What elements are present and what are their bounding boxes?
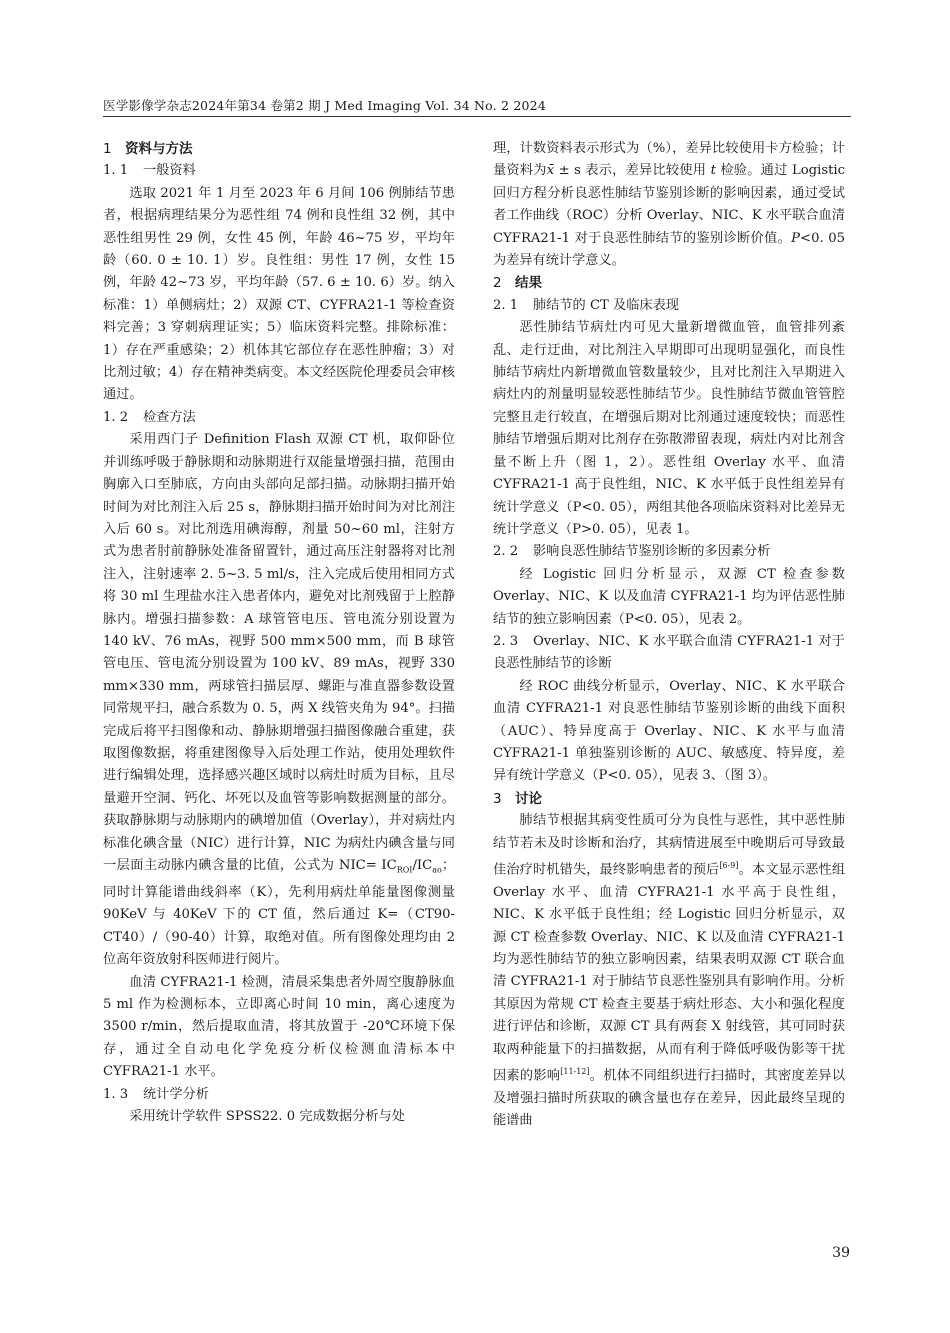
paragraph-text: 。机体不同组织进行扫描时，其密度差异以及增强扫描时所获取的碘含量也存在差异，因此最终呈现的能谱曲 <box>493 1068 846 1129</box>
subsection-heading-1-1 <box>103 160 455 182</box>
paragraph-roc-analysis: 经 ROC 曲线分析显示，Overlay、NIC、K 水平联合血清 CYFRA21-1 对良恶性肺结节鉴别诊断的曲线下面积（AUC）、特异度高于 Overlay、NIC、K 水平与血清 CYFRA21-1 单独鉴别诊断的 AUC、敏感度、特异度，差异有统计学意义（P<0. 05），见表 3、（图 3）。 <box>493 678 845 784</box>
paragraph-exam-method <box>103 429 455 971</box>
paragraph-text: <0. 05 为差异有统计学意义。 <box>493 230 846 269</box>
subsection-number: 2. 1 <box>493 297 519 313</box>
subsection-number: 1. 2 <box>103 409 129 425</box>
section-heading-3 <box>493 788 845 810</box>
left-column <box>103 138 455 1129</box>
section-number: 2 <box>493 275 502 292</box>
paragraph-cyfra-detection: 血清 CYFRA21-1 检测，清晨采集患者外周空腹静脉血 5 ml 作为检测标本，立即离心时间 10 min，离心速度为 3500 r/min，然后提取血清，将其放置于 -20℃环境下保存，通过全自动电化学免疫分析仪检测血清标本中 CYFRA21-1 水平。 <box>103 974 455 1080</box>
subsection-title: Overlay、NIC、K 水平联合血清 CYFRA21-1 对于良恶性肺结节的诊断 <box>493 633 845 672</box>
subsection-number: 2. 3 <box>493 633 519 649</box>
citation-ref: [11-12] <box>560 1067 590 1077</box>
section-number: 1 <box>103 141 112 157</box>
section-title: 结果 <box>515 275 542 292</box>
paragraph-text: 检验。通过 Logistic 回归方程分析良恶性肺结节鉴别诊断的影响因素，通过受试者工作曲线（ROC）分析 Overlay、NIC、K 水平联合血清 CYFRA21-1 对于良恶性肺结节的鉴别诊断价值。 <box>493 163 845 246</box>
section-number: 3 <box>493 790 502 807</box>
xbar-symbol: x̄ <box>546 163 555 179</box>
subsection-heading-1-3 <box>103 1084 455 1106</box>
paragraph-statistics-continued <box>493 138 845 272</box>
right-column <box>493 138 845 1133</box>
running-header: 医学影像学杂志2024年第34 卷第2 期 J Med Imaging Vol. 34 No. 2 2024 <box>103 98 546 113</box>
subsection-title: 一般资料 <box>143 163 196 179</box>
subsection-number: 2. 2 <box>493 544 519 560</box>
section-title: 讨论 <box>515 790 542 807</box>
paragraph-text: 。本文显示恶性组 Overlay 水平、血清 CYFRA21-1 水平高于良性组，NIC、K 水平低于良性组；经 Logistic 回归分析显示，双源 CT 检查参数 Overlay、NIC、K 以及血清 CYFRA21-1 均为恶性肺结节的独立影响因素，结果表明双源 CT 联合血清 CYFRA21-1 对于肺结节良恶性鉴别具有影响作用。分析其原因为常规 CT 检查主要基于病灶形态、大小和强化程度进行评估和诊断，双源 CT 具有两套 X 射线管，其可同时获取两种能量下的扫描数据，从而有利于降低呼吸伪影等干扰因素的影响 <box>493 862 846 1084</box>
subsection-number: 1. 3 <box>103 1086 129 1102</box>
paragraph-ct-findings: 恶性肺结节病灶内可见大量新增微血管，血管排列紊乱、走行迂曲，对比剂注入早期即可出现明显强化，而良性肺结节病灶内新增微血管数量较少，且对比剂注入早期进入病灶内的剂量明显较恶性肺结节少。良性肺结节微血管管腔完整且走行较直，在增强后期对比剂通过速度较快；而恶性肺结节增强后期对比剂存在弥散滞留表现，病灶内对比剂含量不断上升（图 1，2）。恶性组 Overlay 水平、血清 CYFRA21-1 高于良性组，NIC、K 水平低于良性组差异有统计学意义（P<0. 05），两组其他各项临床资料对比差异无统计学意义（P>0. 05），见表 1。 <box>493 320 845 537</box>
paragraph-statistics-start: 采用统计学软件 SPSS22. 0 完成数据分析与处 <box>129 1109 405 1125</box>
subscript-ao: ao <box>432 865 442 875</box>
section-title: 资料与方法 <box>125 141 193 157</box>
header-rule <box>103 116 851 117</box>
subsection-number: 1. 1 <box>103 163 129 179</box>
paragraph-discussion <box>493 810 845 1132</box>
subsection-title: 影响良恶性肺结节鉴别诊断的多因素分析 <box>533 544 771 560</box>
paragraph-text: 采用西门子 Definition Flash 双源 CT 机，取仰卧位并训练呼吸于静脉期和动脉期进行双能量增强扫描，范围由胸廓入口至肺底，方向由头部向足部扫描。动脉期扫描开始时间为对比剂注入后 25 s，静脉期扫描开始时间为对比剂注入后 60 s。对比剂选用碘海醇，剂量 50~60 ml，注射方式为患者肘前静脉处准备留置针，通过高压注射器将对比剂注入，注射速率 2. 5~3. 5 ml/s，注入完成后使用相同方式将 30 ml 生理盐水注入患者体内，避免对比剂残留于上腔静脉内。增强扫描参数：A 球管管电压、管电流分别设置为 140 kV、76 mAs，视野 500 mm×500 mm，而 B 球管管电压、管电流分别设置为 100 kV、89 mAs，视野 330 mm×330 mm，两球管扫描层厚、螺距与准直器参数设置同常规平扫，融合系数为 0. 5，两 X 线管夹角为 94°。扫描完成后将平扫图像和动、静脉期增强扫描图像融合重建，获取图像数据，将重建图像导入后处理工作站，使用处理软件进行编辑处理，选择感兴趣区域时以病灶时质为目标，且尽量避开空洞、钙化、坏死以及血管等影响数据测量的部分。获取静脉期与动脉期内的碘增加值（Overlay），并对病灶内标准化碘含量（NIC）进行计算，NIC 为病灶内碘含量与同一层面主动脉内碘含量的比值，公式为 NIC= IC <box>103 432 455 873</box>
paragraph-general-data: 选取 2021 年 1 月至 2023 年 6 月间 106 例肺结节患者，根据病理结果分为恶性组 74 例和良性组 32 例，其中恶性组男性 29 例，女性 45 例，年龄 46~75 岁，平均年龄（60. 0 ± 10. 1）岁。良性组：男性 17 例，女性 15 例，年龄 42~73 岁，平均年龄（57. 6 ± 10. 6）岁。纳入标准：1）单侧病灶；2）双源 CT、CYFRA21-1 等检查资料完善；3 穿刺病理证实；5）临床资料完整。排除标准：1）存在严重感染；2）机体其它部位存在恶性肿瘤；3）对比剂过敏；4）存在精神类病变。本文经医院伦理委员会审核通过。 <box>103 185 455 403</box>
p-symbol: P <box>791 230 801 246</box>
paragraph-multivariate: 经 Logistic 回归分析显示，双源 CT 检查参数 Overlay、NIC、K 以及血清 CYFRA21-1 均为评估恶性肺结节的独立影响因素（P<0. 05），见表 2。 <box>493 566 845 627</box>
subsection-heading-2-1 <box>493 295 845 317</box>
subsection-heading-2-3 <box>493 631 845 676</box>
subsection-title: 肺结节的 CT 及临床表现 <box>533 297 679 313</box>
subsection-title: 检查方法 <box>143 409 196 425</box>
paragraph-text: ± s 表示，差异比较使用 <box>554 163 711 179</box>
paragraph-text: 肺结节根据其病变性质可分为良性与恶性，其中恶性肺结节若未及时诊断和治疗，其病情进展至中晚期后可导致最佳治疗时机错失，最终影响患者的预后 <box>493 813 845 878</box>
formula-slash: /IC <box>412 858 433 873</box>
section-heading-1 <box>103 138 455 160</box>
paragraph-text: 理，计数资料表示形式为（%），差异比较使用卡方检验；计量资料为 <box>493 141 845 179</box>
subsection-heading-1-2 <box>103 407 455 429</box>
paragraph-text-tail: ；同时计算能谱曲线斜率（K），先利用病灶单能量图像测量 90KeV 与 40KeV 下的 CT 值，然后通过 K=（CT90-CT40）/（90-40）计算，取绝对值。所有图像处理均由 2 位高年资放射科医师进行阅片。 <box>103 858 455 968</box>
section-heading-2 <box>493 272 845 294</box>
subscript-roi: ROI <box>396 865 413 875</box>
page-number: 39 <box>832 1245 850 1261</box>
citation-ref: [6-9] <box>719 861 739 870</box>
subsection-title: 统计学分析 <box>143 1086 209 1102</box>
subsection-heading-2-2 <box>493 541 845 563</box>
t-symbol: t <box>710 163 716 179</box>
